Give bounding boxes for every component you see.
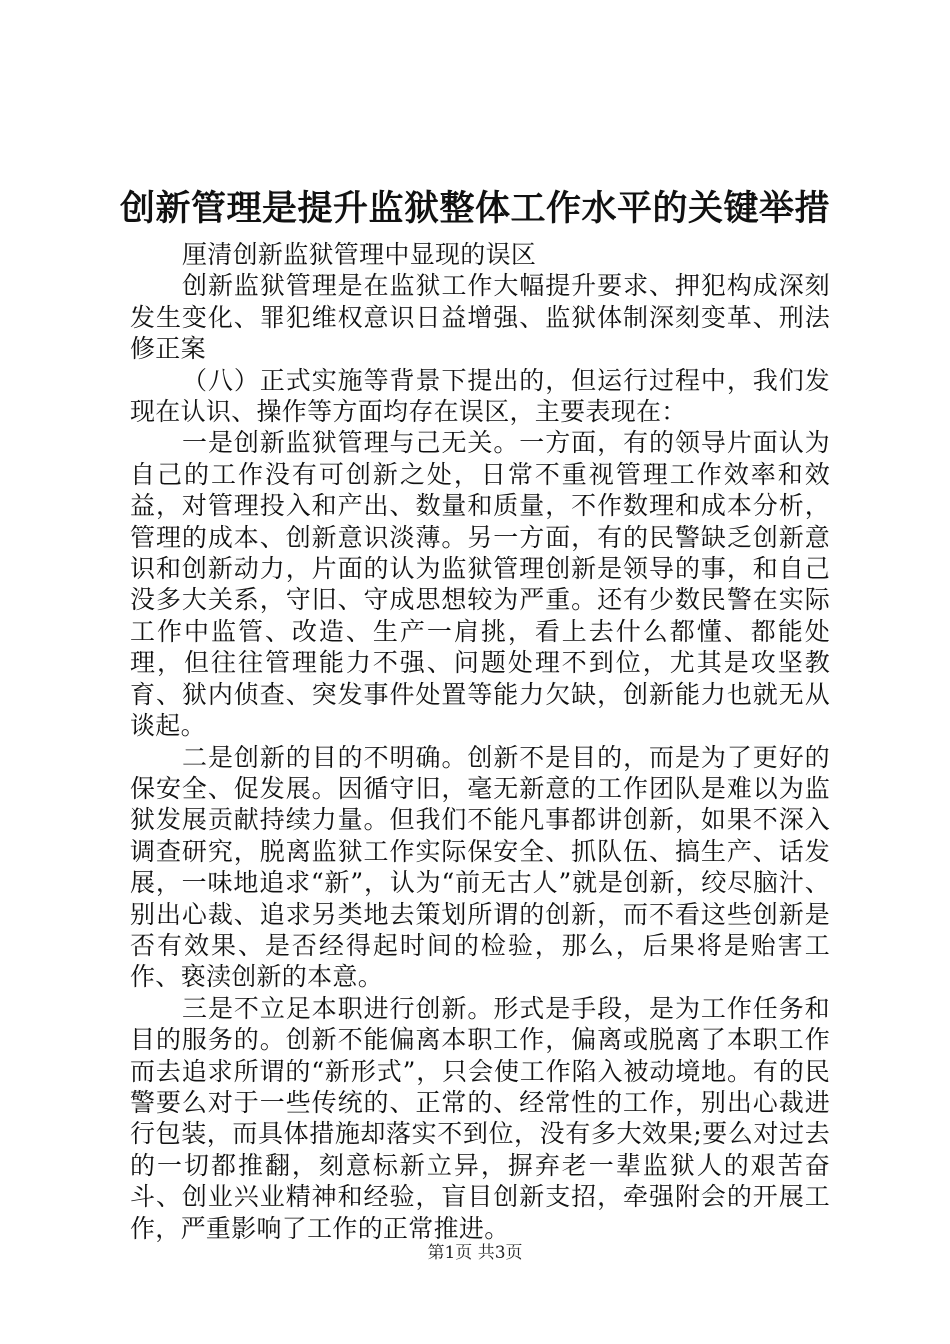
document-body xyxy=(130,239,830,1244)
paragraph: 创新监狱管理是在监狱工作大幅提升要求、押犯构成深刻发生变化、罪犯维权意识日益增强、监狱体制深刻变革、刑法修正案 xyxy=(130,271,830,364)
paragraph: （八）正式实施等背景下提出的，但运行过程中，我们发现在认识、操作等方面均存在误区，主要表现在： xyxy=(130,365,830,427)
paragraph: 二是创新的目的不明确。创新不是目的，而是为了更好的保安全、促发展。因循守旧，毫无新意的工作团队是难以为监狱发展贡献持续力量。但我们不能凡事都讲创新，如果不深入调查研究，脱离监狱工作实际保安全、抓队伍、搞生产、话发展，一味地追求“新”，认为“前无古人”就是创新，绞尽脑汁、别出心裁、追求另类地去策划所谓的创新，而不看这些创新是否有效果、是否经得起时间的检验，那么，后果将是贻害工作、亵渎创新的本意。 xyxy=(130,742,830,992)
paragraph: 三是不立足本职进行创新。形式是手段，是为工作任务和目的服务的。创新不能偏离本职工作，偏离或脱离了本职工作而去追求所谓的“新形式”，只会使工作陷入被动境地。有的民警要么对于一些传统的、正常的、经常性的工作，别出心裁进行包装，而具体措施却落实不到位，没有多大效果;要么对过去的一切都推翻，刻意标新立异，摒弃老一辈监狱人的艰苦奋斗、创业兴业精神和经验，盲目创新支招，牵强附会的开展工作，严重影响了工作的正常推进。 xyxy=(130,993,830,1243)
paragraph: 一是创新监狱管理与己无关。一方面，有的领导片面认为自己的工作没有可创新之处，日常不重视管理工作效率和效益，对管理投入和产出、数量和质量，不作数理和成本分析，管理的成本、创新意识淡薄。另一方面，有的民警缺乏创新意识和创新动力，片面的认为监狱管理创新是领导的事，和自己没多大关系，守旧、守成思想较为严重。还有少数民警在实际工作中监管、改造、生产一肩挑，看上去什么都懂、都能处理，但往往管理能力不强、问题处理不到位，尤其是攻坚教育、狱内侦查、突发事件处置等能力欠缺，创新能力也就无从谈起。 xyxy=(130,428,830,741)
page-number: 第1页 共3页 xyxy=(427,1243,523,1263)
document-title: 创新管理是提升监狱整体工作水平的关键举措 xyxy=(119,188,830,229)
paragraph-heading: 厘清创新监狱管理中显现的误区 xyxy=(182,240,537,269)
